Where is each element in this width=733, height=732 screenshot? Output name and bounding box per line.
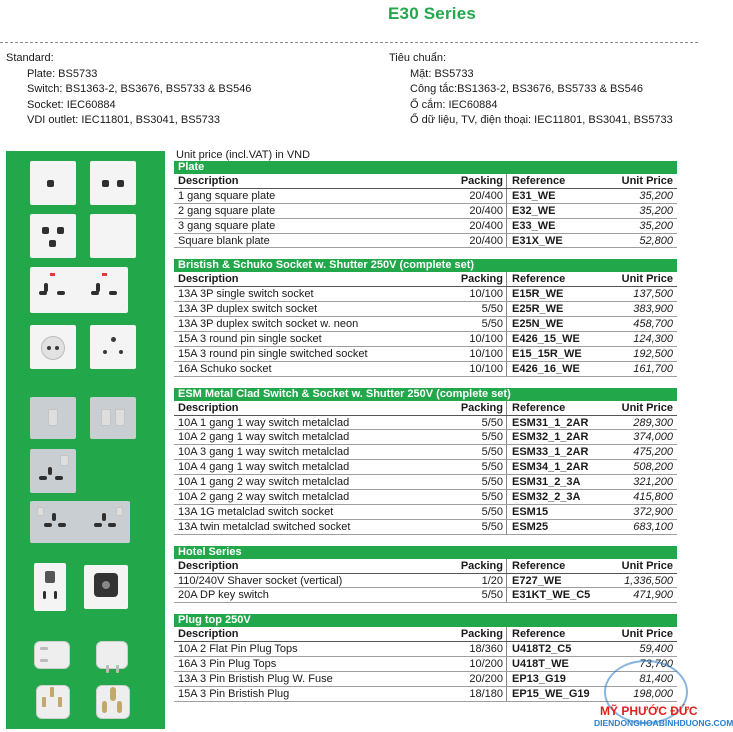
page-title: E30 Series [388, 4, 477, 23]
cell-packing: 5/50 [453, 588, 507, 602]
cell-unit-price: 458,700 [633, 318, 673, 331]
section-title: Hotel Series [174, 546, 677, 559]
column-header-packing: Packing [453, 174, 507, 188]
column-header-packing: Packing [453, 627, 507, 641]
cell-description: 10A 2 Flat Pin Plug Tops [178, 643, 298, 656]
product-photo-column [6, 151, 165, 729]
cell-packing: 5/50 [453, 416, 507, 430]
cell-unit-price: 35,200 [639, 204, 673, 217]
cell-description: 10A 4 gang 1 way switch metalclad [178, 461, 350, 474]
price-section [174, 161, 677, 248]
table-header [174, 559, 677, 574]
cell-packing: 5/50 [453, 505, 507, 519]
cell-packing: 20/400 [453, 204, 507, 218]
table-header [174, 272, 677, 287]
section-title: Bristish & Schuko Socket w. Shutter 250V (complete set) [174, 259, 677, 272]
cell-reference: U418T2_C5 [512, 643, 572, 656]
cell-reference: ESM31_1_2AR [512, 416, 589, 429]
cell-packing: 5/50 [453, 460, 507, 474]
cell-reference: E32_WE [512, 204, 556, 217]
price-section [174, 388, 677, 535]
cell-packing: 5/50 [453, 520, 507, 534]
schuko-socket-image [30, 325, 76, 369]
cell-unit-price: 35,200 [639, 189, 673, 202]
cell-unit-price: 415,800 [633, 491, 673, 504]
cell-reference: E15R_WE [512, 288, 564, 301]
table-header [174, 174, 677, 189]
cell-description: 15A 3 Pin Bristish Plug [178, 687, 290, 700]
fused-british-plug-image [30, 681, 76, 725]
cell-unit-price: 374,000 [633, 431, 673, 444]
column-header-description: Description [178, 559, 239, 572]
key-switch-image [84, 565, 128, 609]
cell-packing: 5/50 [453, 445, 507, 459]
cell-description: 15A 3 round pin single socket [178, 333, 322, 346]
cell-reference: ESM33_1_2AR [512, 446, 589, 459]
watermark-site: DIENDONGHOABINHDUONG.COM [594, 718, 733, 728]
cell-reference: ESM32_1_2AR [512, 431, 589, 444]
table-row [174, 588, 677, 603]
cell-reference: ESM32_2_3A [512, 491, 581, 504]
table-row [174, 362, 677, 377]
table-row [174, 416, 677, 431]
cell-unit-price: 81,400 [639, 673, 673, 686]
metalclad-twin-socket-image [30, 501, 130, 543]
cell-description: 110/240V Shaver socket (vertical) [178, 574, 343, 587]
table-header [174, 401, 677, 416]
standards-heading-en: Standard: [6, 52, 54, 64]
table-row [174, 672, 677, 687]
cell-reference: E426_15_WE [512, 333, 580, 346]
section-title: Plug top 250V [174, 614, 677, 627]
cell-unit-price: 161,700 [633, 362, 673, 375]
cell-packing: 18/180 [453, 687, 507, 701]
column-header-price: Unit Price [621, 628, 673, 641]
cell-description: 10A 3 gang 1 way switch metalclad [178, 446, 350, 459]
cell-description: 2 gang square plate [178, 204, 276, 217]
column-header-description: Description [178, 628, 239, 641]
cell-description: 10A 1 gang 2 way switch metalclad [178, 476, 350, 489]
column-header-reference: Reference [512, 628, 566, 641]
cell-reference: E15_15R_WE [512, 347, 582, 360]
cell-description: 13A 3P duplex switch socket [178, 303, 318, 316]
cell-packing: 10/100 [453, 347, 507, 361]
section-title: ESM Metal Clad Switch & Socket w. Shutter 250V (complete set) [174, 388, 677, 401]
standards-vietnamese [389, 51, 673, 129]
cell-reference: ESM15 [512, 505, 549, 518]
cell-description: 16A Schuko socket [178, 362, 272, 375]
table-row [174, 302, 677, 317]
cell-unit-price: 321,200 [633, 476, 673, 489]
cell-packing: 20/400 [453, 219, 507, 233]
metalclad-two-gang-switch-image [90, 397, 136, 439]
cell-reference: ESM25 [512, 520, 549, 533]
cell-reference: E25R_WE [512, 303, 564, 316]
table-header [174, 627, 677, 642]
cell-description: Square blank plate [178, 234, 270, 247]
column-header-price: Unit Price [621, 559, 673, 572]
unit-price-note: Unit price (incl.VAT) in VND [176, 149, 311, 161]
price-section [174, 259, 677, 376]
cell-unit-price: 383,900 [633, 303, 673, 316]
cell-description: 13A 1G metalclad switch socket [178, 505, 334, 518]
cell-packing: 5/50 [453, 430, 507, 444]
column-header-price: Unit Price [621, 401, 673, 414]
cell-packing: 5/50 [453, 475, 507, 489]
table-row [174, 642, 677, 657]
cell-packing: 1/20 [453, 574, 507, 588]
cell-packing: 10/100 [453, 287, 507, 301]
cell-description: 1 gang square plate [178, 189, 276, 202]
round-pin-plug-image [90, 681, 136, 725]
table-row [174, 332, 677, 347]
table-row [174, 505, 677, 520]
table-row [174, 189, 677, 204]
cell-unit-price: 59,400 [639, 643, 673, 656]
table-row [174, 520, 677, 535]
price-tables [174, 161, 677, 713]
cell-description: 13A 3P single switch socket [178, 288, 314, 301]
cell-unit-price: 137,500 [633, 288, 673, 301]
shaver-socket-image [34, 563, 66, 611]
column-header-packing: Packing [453, 272, 507, 286]
cell-reference: E25N_WE [512, 318, 564, 331]
cell-description: 3 gang square plate [178, 219, 276, 232]
table-row [174, 287, 677, 302]
standard-plate-vi: Mặt: BS5733 [410, 67, 474, 80]
cell-reference: ESM31_2_3A [512, 476, 581, 489]
cell-description: 10A 2 gang 2 way switch metalclad [178, 491, 350, 504]
cell-unit-price: 475,200 [633, 446, 673, 459]
column-header-packing: Packing [453, 559, 507, 573]
cell-unit-price: 289,300 [633, 416, 673, 429]
table-row [174, 574, 677, 589]
cell-reference: E33_WE [512, 219, 556, 232]
standard-socket-vi: Ổ cắm: IEC60884 [410, 98, 498, 111]
price-section [174, 546, 677, 604]
cell-packing: 18/360 [453, 642, 507, 656]
column-header-reference: Reference [512, 559, 566, 572]
table-row [174, 460, 677, 475]
column-header-description: Description [178, 175, 239, 187]
column-header-packing: Packing [453, 401, 507, 415]
cell-reference: E31KT_WE_C5 [512, 589, 591, 602]
cell-unit-price: 198,000 [633, 687, 673, 700]
cell-reference: E426_16_WE [512, 362, 580, 375]
two-gang-plate-image [90, 161, 136, 205]
cell-packing: 10/200 [453, 657, 507, 671]
cell-description: 10A 2 gang 1 way switch metalclad [178, 431, 350, 444]
table-row [174, 234, 677, 249]
table-row [174, 490, 677, 505]
table-row [174, 657, 677, 672]
duplex-socket-image [30, 267, 128, 313]
table-row [174, 687, 677, 702]
standard-switch-vi: Công tắc:BS1363-2, BS3676, BS5733 & BS546 [410, 83, 643, 95]
cell-packing: 10/100 [453, 362, 507, 376]
cell-unit-price: 508,200 [633, 461, 673, 474]
three-gang-plate-image [30, 214, 76, 258]
cell-packing: 5/50 [453, 302, 507, 316]
standards-heading-vi: Tiêu chuẩn: [389, 52, 447, 64]
cell-packing: 5/50 [453, 490, 507, 504]
cell-unit-price: 192,500 [633, 347, 673, 360]
cell-unit-price: 35,200 [639, 219, 673, 232]
table-row [174, 317, 677, 332]
cell-reference: E31X_WE [512, 234, 563, 247]
cell-unit-price: 124,300 [633, 333, 673, 346]
blank-plate-image [90, 214, 136, 258]
cell-packing: 5/50 [453, 317, 507, 331]
standard-plate-en: Plate: BS5733 [27, 67, 98, 80]
column-header-description: Description [178, 401, 239, 414]
cell-unit-price: 52,800 [639, 234, 673, 247]
cell-description: 13A 3P duplex switch socket w. neon [178, 318, 359, 331]
cell-unit-price: 372,900 [633, 505, 673, 518]
table-row [174, 430, 677, 445]
metalclad-one-gang-switch-image [30, 397, 76, 439]
cell-unit-price: 471,900 [633, 589, 673, 602]
section-title: Plate [174, 161, 677, 174]
metalclad-single-socket-image [30, 449, 76, 493]
cell-description: 13A 3 Pin Bristish Plug W. Fuse [178, 673, 333, 686]
cell-packing: 20/400 [453, 234, 507, 248]
standard-vdi-en: VDI outlet: IEC11801, BS3041, BS5733 [27, 114, 221, 126]
column-header-description: Description [178, 273, 239, 286]
cell-reference: EP15_WE_G19 [512, 687, 590, 700]
cell-reference: E31_WE [512, 189, 556, 202]
column-header-reference: Reference [512, 273, 566, 286]
column-header-reference: Reference [512, 175, 566, 187]
cell-description: 15A 3 round pin single switched socket [178, 347, 368, 360]
standard-socket-en: Socket: IEC60884 [27, 98, 116, 111]
one-gang-plate-image [30, 161, 76, 205]
table-row [174, 475, 677, 490]
cell-unit-price: 683,100 [633, 520, 673, 533]
table-row [174, 204, 677, 219]
cell-unit-price: 1,336,500 [624, 574, 673, 587]
standards-english [6, 51, 251, 129]
column-header-reference: Reference [512, 401, 566, 414]
cell-unit-price: 73,700 [639, 658, 673, 671]
cell-reference: E727_WE [512, 574, 562, 587]
flat-pin-plug-image [30, 635, 76, 675]
title-divider [0, 42, 698, 43]
cell-reference: ESM34_1_2AR [512, 461, 589, 474]
standard-data-vi: Ổ dữ liệu, TV, điện thoại: IEC11801, BS3041, BS5733 [410, 114, 673, 126]
cell-packing: 10/100 [453, 332, 507, 346]
round-pin-socket-image [90, 325, 136, 369]
cell-description: 10A 1 gang 1 way switch metalclad [178, 416, 350, 429]
table-row [174, 445, 677, 460]
table-row [174, 347, 677, 362]
cell-packing: 20/200 [453, 672, 507, 686]
three-pin-plug-image [90, 635, 136, 675]
cell-reference: U418T_WE [512, 658, 569, 671]
cell-description: 20A DP key switch [178, 589, 269, 602]
table-row [174, 219, 677, 234]
cell-reference: EP13_G19 [512, 673, 566, 686]
watermark-brand: MỸ PHƯỚC ĐỨC [600, 704, 698, 718]
cell-description: 13A twin metalclad switched socket [178, 520, 351, 533]
price-section [174, 614, 677, 701]
cell-description: 16A 3 Pin Plug Tops [178, 658, 277, 671]
standard-switch-en: Switch: BS1363-2, BS3676, BS5733 & BS546 [27, 83, 252, 95]
cell-packing: 20/400 [453, 189, 507, 203]
column-header-price: Unit Price [621, 175, 673, 187]
column-header-price: Unit Price [621, 273, 673, 286]
